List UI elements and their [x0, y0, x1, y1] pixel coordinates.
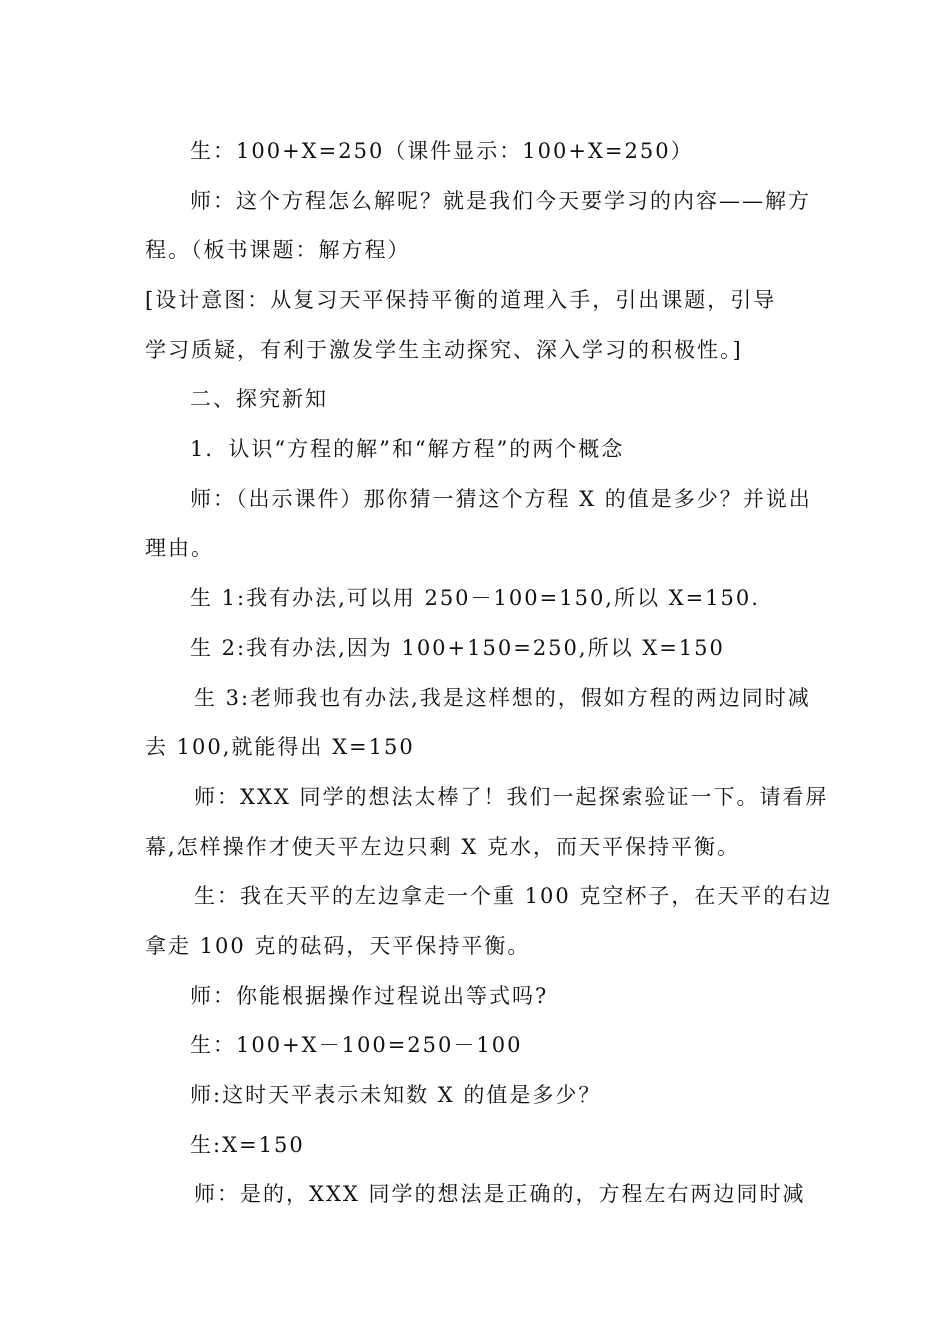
- paragraph-line: [设计意图：从复习天平保持平衡的道理入手，引出课题，引导: [145, 288, 777, 312]
- paragraph-line: 生 1:我有办法,可以用 250－100=150,所以 X=150.: [190, 586, 760, 610]
- paragraph-line: 学习质疑，有利于激发学生主动探究、深入学习的积极性。]: [145, 338, 743, 362]
- subsection-heading: 1．认识“方程的解”和“解方程”的两个概念: [190, 437, 625, 461]
- paragraph-line: 生：100+X=250（课件显示：100+X=250）: [190, 139, 694, 163]
- paragraph-line: 生：我在天平的左边拿走一个重 100 克空杯子，在天平的右边: [194, 884, 833, 908]
- paragraph-line: 师：这个方程怎么解呢？就是我们今天要学习的内容——解方: [190, 189, 811, 213]
- paragraph-line: 生:X=150: [190, 1133, 305, 1157]
- paragraph-line: 师：XXX 同学的想法太棒了！我们一起探索验证一下。请看屏: [194, 785, 829, 809]
- paragraph-line: 生 3:老师我也有办法,我是这样想的，假如方程的两边同时减: [194, 686, 811, 710]
- paragraph-line: 师:这时天平表示未知数 X 的值是多少？: [190, 1083, 602, 1107]
- paragraph-line: 生：100+X－100=250－100: [190, 1033, 523, 1057]
- paragraph-line: 理由。: [145, 536, 214, 560]
- paragraph-line: 幕,怎样操作才使天平左边只剩 X 克水，而天平保持平衡。: [145, 835, 740, 859]
- paragraph-line: 师：是的，XXX 同学的想法是正确的，方程左右两边同时减: [194, 1182, 806, 1206]
- paragraph-line: 去 100,就能得出 X=150: [145, 735, 415, 759]
- paragraph-line: 生 2:我有办法,因为 100+150=250,所以 X=150: [190, 636, 725, 660]
- paragraph-line: 师：你能根据操作过程说出等式吗?: [190, 984, 549, 1008]
- paragraph-line: 程。（板书课题：解方程）: [145, 238, 411, 262]
- paragraph-line: 拿走 100 克的砝码，天平保持平衡。: [145, 934, 531, 958]
- paragraph-line: 师：（出示课件）那你猜一猜这个方程 X 的值是多少？并说出: [190, 487, 812, 511]
- section-heading: 二、探究新知: [190, 387, 328, 411]
